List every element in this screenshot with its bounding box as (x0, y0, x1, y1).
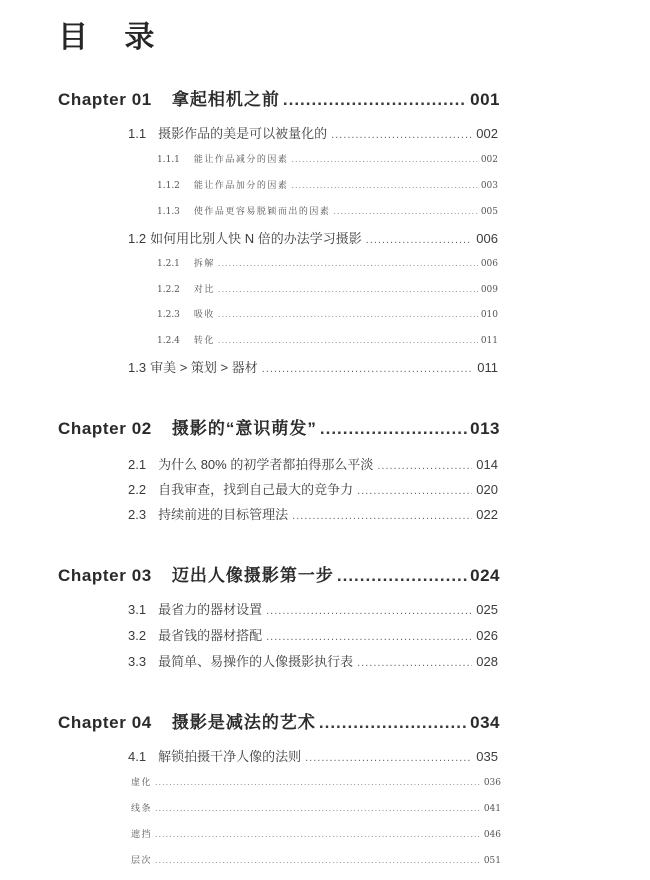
page-number: 041 (483, 804, 501, 814)
section-number: 3.3 (128, 654, 147, 669)
section-title: 解锁拍摄干净人像的法则 (158, 749, 302, 764)
section-3-3[interactable] (128, 651, 498, 670)
dot-leader (333, 207, 477, 216)
subsection-number: 1.2.4 (157, 336, 180, 346)
dot-leader (155, 856, 481, 865)
subsection-1-2-4[interactable] (157, 333, 498, 346)
chapter-03-entry[interactable] (58, 561, 500, 586)
dot-leader (319, 713, 467, 733)
section-3-1[interactable] (128, 599, 498, 618)
page-number: 002 (480, 155, 498, 165)
section-title: 审美 > 策划 > 器材 (150, 360, 258, 375)
section-title: 自我审查，找到自己最大的竞争力 (158, 482, 354, 497)
section-4-1[interactable] (128, 746, 498, 765)
chapter-04-entry[interactable] (58, 708, 500, 733)
dot-leader (292, 510, 472, 522)
dot-leader (331, 129, 472, 141)
page-number: 005 (480, 207, 498, 217)
page-number: 024 (470, 566, 500, 585)
subsection-number: 1.1.1 (157, 155, 180, 165)
dot-leader (291, 155, 477, 164)
subsection-title: 遮挡 (131, 830, 153, 840)
page-number: 011 (480, 336, 498, 346)
dot-leader (155, 804, 481, 813)
chapter-title: 摄影是减法的艺术 (171, 713, 316, 732)
subsection-1-2-1[interactable] (157, 256, 498, 269)
section-title: 最省钱的器材搭配 (158, 628, 263, 643)
dot-leader (291, 181, 477, 190)
dot-leader (357, 485, 472, 497)
page-number: 028 (476, 654, 498, 669)
page-number: 034 (470, 713, 500, 732)
subsection-title: 吸收 (193, 310, 215, 320)
dot-leader (218, 310, 478, 319)
subsection-blur[interactable] (131, 775, 501, 788)
dot-leader (262, 363, 474, 375)
subsection-number: 1.2.2 (157, 285, 180, 295)
subsection-1-1-1[interactable] (157, 152, 498, 165)
section-1-2[interactable] (128, 228, 498, 247)
chapter-title: 迈出人像摄影第一步 (171, 566, 334, 585)
section-1-3[interactable] (128, 357, 498, 376)
section-number: 1.2 (128, 231, 147, 246)
subsection-title: 转化 (193, 336, 215, 346)
subsection-title: 层次 (131, 856, 153, 866)
subsection-title: 虚化 (131, 778, 153, 788)
section-title: 为什么 80% 的初学者都拍得那么平淡 (158, 457, 374, 472)
subsection-1-2-3[interactable] (157, 307, 498, 320)
section-number: 3.1 (128, 602, 147, 617)
subsection-number: 1.2.1 (157, 259, 180, 269)
page-number: 010 (480, 310, 498, 320)
dot-leader (218, 259, 478, 268)
subsection-1-1-2[interactable] (157, 178, 498, 191)
chapter-title: 拿起相机之前 (171, 90, 280, 109)
page-number: 011 (477, 360, 498, 375)
dot-leader (366, 234, 473, 246)
page-number: 026 (476, 628, 498, 643)
chapter-number: Chapter 01 (58, 90, 152, 109)
page-number: 013 (470, 419, 500, 438)
section-number: 2.1 (128, 457, 147, 472)
page-number: 014 (476, 457, 498, 472)
page-number: 009 (480, 285, 498, 295)
page-title: 目 录 (58, 21, 169, 54)
dot-leader (155, 778, 481, 787)
subsection-title: 线条 (131, 804, 153, 814)
page-number: 022 (476, 507, 498, 522)
section-3-2[interactable] (128, 625, 498, 644)
dot-leader (266, 605, 472, 617)
subsection-title: 能让作品加分的因素 (193, 181, 289, 191)
chapter-number: Chapter 04 (58, 713, 152, 732)
dot-leader (305, 752, 472, 764)
chapter-title: 摄影的“意识萌发” (171, 419, 317, 438)
page-number: 035 (476, 749, 498, 764)
dot-leader (337, 566, 467, 586)
section-number: 4.1 (128, 749, 147, 764)
section-1-1[interactable] (128, 123, 498, 142)
page-number: 025 (476, 602, 498, 617)
page-number: 002 (476, 126, 498, 141)
section-number: 2.3 (128, 507, 147, 522)
dot-leader (218, 336, 478, 345)
page-number: 006 (480, 259, 498, 269)
subsection-number: 1.1.2 (157, 181, 180, 191)
dot-leader (283, 90, 467, 110)
dot-leader (357, 657, 472, 669)
subsection-title: 使作品更容易脱颖而出的因素 (193, 207, 331, 217)
chapter-02-entry[interactable] (58, 414, 500, 439)
subsection-title: 拆解 (193, 259, 215, 269)
dot-leader (155, 830, 481, 839)
page-number: 003 (480, 181, 498, 191)
section-number: 3.2 (128, 628, 147, 643)
section-2-2[interactable] (128, 479, 498, 498)
page-number: 046 (483, 830, 501, 840)
subsection-lines[interactable] (131, 801, 501, 814)
section-2-1[interactable] (128, 454, 498, 473)
chapter-number: Chapter 03 (58, 566, 152, 585)
page-number: 006 (476, 231, 498, 246)
dot-leader (377, 460, 472, 472)
section-title: 最省力的器材设置 (158, 602, 263, 617)
subsection-1-1-3[interactable] (157, 204, 498, 217)
section-number: 1.1 (128, 126, 147, 141)
subsection-number: 1.1.3 (157, 207, 180, 217)
subsection-layers[interactable] (131, 853, 501, 866)
section-title: 摄影作品的美是可以被量化的 (158, 126, 328, 141)
subsection-title: 对比 (193, 285, 215, 295)
subsection-1-2-2[interactable] (157, 282, 498, 295)
chapter-01-entry[interactable] (58, 85, 500, 110)
subsection-title: 能让作品减分的因素 (193, 155, 289, 165)
dot-leader (266, 631, 472, 643)
page-number: 001 (470, 90, 500, 109)
section-title: 持续前进的目标管理法 (158, 507, 289, 522)
section-number: 1.3 (128, 360, 147, 375)
section-number: 2.2 (128, 482, 147, 497)
subsection-occlusion[interactable] (131, 827, 501, 840)
subsection-number: 1.2.3 (157, 310, 180, 320)
dot-leader (218, 285, 478, 294)
section-title: 如何用比别人快 N 倍的办法学习摄影 (150, 231, 362, 246)
section-title: 最简单、易操作的人像摄影执行表 (158, 654, 354, 669)
page-number: 051 (483, 856, 501, 866)
page-number: 020 (476, 482, 498, 497)
dot-leader (320, 419, 467, 439)
section-2-3[interactable] (128, 504, 498, 523)
chapter-number: Chapter 02 (58, 419, 152, 438)
page-number: 036 (483, 778, 501, 788)
